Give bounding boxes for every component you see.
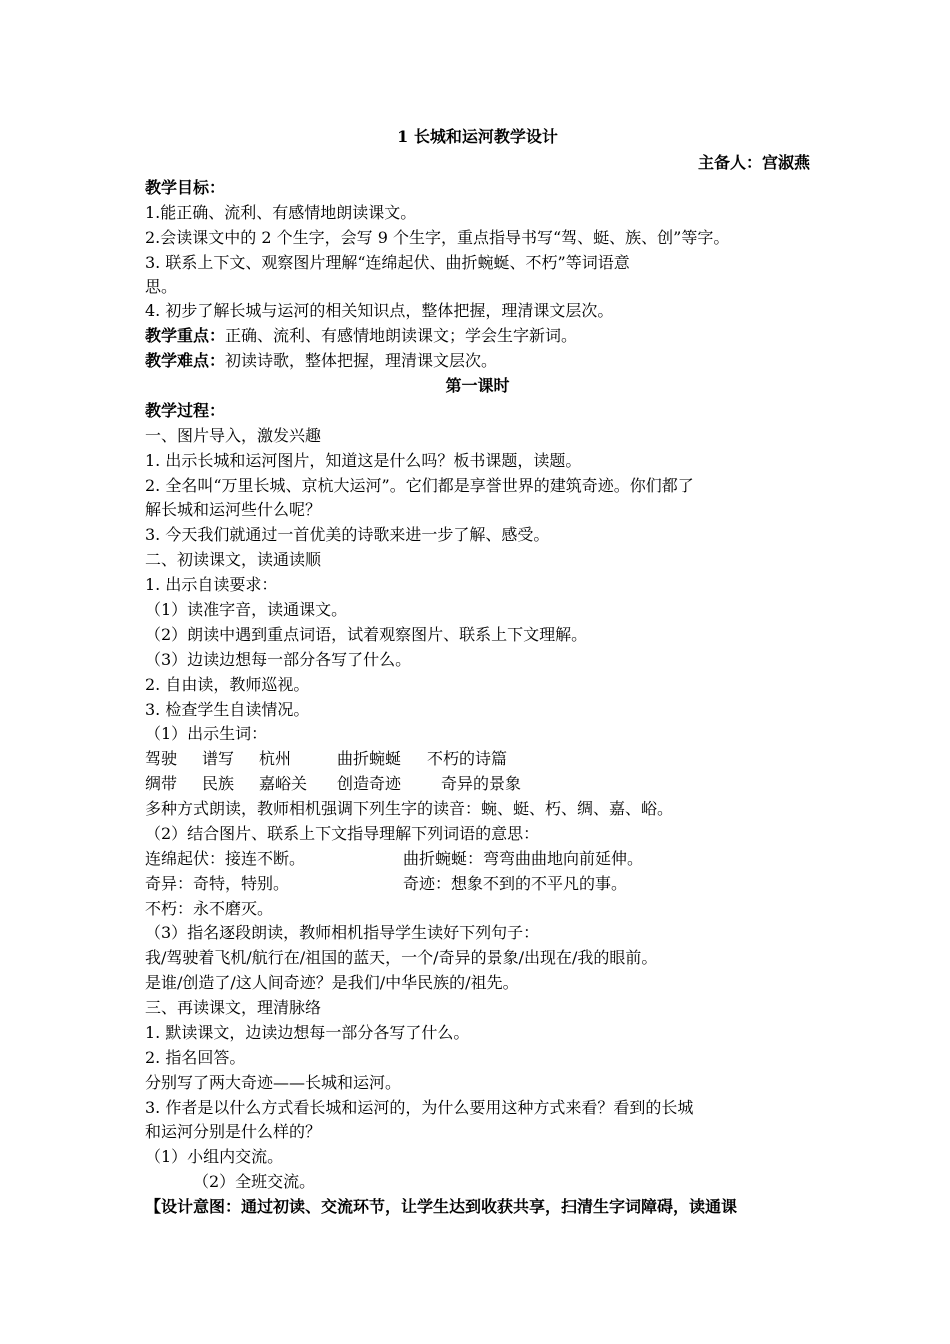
difficulty-line xyxy=(145,350,497,372)
body-line: 2. 自由读，教师巡视。 xyxy=(145,675,310,694)
vocab-word: 驾驶 xyxy=(145,749,178,768)
difficulty-label: 教学难点： xyxy=(145,351,226,370)
body-line: 2. 全名叫“万里长城、京杭大运河”。它们都是享誉世界的建筑奇迹。你们都了 xyxy=(145,476,694,495)
difficulty-text: 初读诗歌，整体把握，理清课文层次。 xyxy=(225,351,498,370)
sentence-line: 是谁/创造了/这人间奇迹？是我们/中华民族的/祖先。 xyxy=(145,973,519,992)
vocab-word: 杭州 xyxy=(259,749,292,768)
body-line: （2）结合图片、联系上下文指导理解下列词语的意思： xyxy=(145,824,540,843)
vocab-word: 创造奇迹 xyxy=(337,774,402,793)
meaning-row xyxy=(145,848,810,870)
section-heading: 二、初读课文，读通读顺 xyxy=(145,550,322,569)
body-line: 3. 作者是以什么方式看长城和运河的，为什么要用这种方式来看？看到的长城 xyxy=(145,1098,694,1117)
goal-item: 1.能正确、流利、有感情地朗读课文。 xyxy=(145,203,417,222)
meaning-right: 曲折蜿蜒：弯弯曲曲地向前延伸。 xyxy=(403,849,644,868)
body-line: 1. 出示自读要求： xyxy=(145,575,278,594)
body-line: （1）小组内交流。 xyxy=(145,1147,284,1166)
vocab-word: 不朽的诗篇 xyxy=(427,749,508,768)
vocab-row xyxy=(145,773,810,795)
key-point-text: 正确、流利、有感情地朗读课文；学会生字新词。 xyxy=(225,326,578,345)
body-line: 3. 今天我们就通过一首优美的诗歌来进一步了解、感受。 xyxy=(145,525,550,544)
section-heading: 三、再读课文，理清脉络 xyxy=(145,998,322,1017)
goals-heading: 教学目标： xyxy=(145,178,226,197)
meaning-row xyxy=(145,898,810,920)
author-line: 主备人：宫淑燕 xyxy=(697,153,810,172)
meaning-row xyxy=(145,873,810,895)
meaning-left: 奇异：奇特，特别。 xyxy=(145,874,290,893)
goal-item: 3. 联系上下文、观察图片理解“连绵起伏、曲折蜿蜒、不朽”等词语意 xyxy=(145,253,630,272)
body-line: （3）指名逐段朗读，教师相机指导学生读好下列句子： xyxy=(145,923,540,942)
section-heading: 一、图片导入，激发兴趣 xyxy=(145,426,322,445)
goal-item: 2.会读课文中的 2 个生字，会写 9 个生字，重点指导书写“驾、蜓、族、创”等字。 xyxy=(145,228,730,247)
document-title: 1 长城和运河教学设计 xyxy=(397,127,558,146)
goal-item: 思。 xyxy=(145,277,178,296)
body-line: （2）朗读中遇到重点词语，试着观察图片、联系上下文理解。 xyxy=(145,625,588,644)
body-line: （2）全班交流。 xyxy=(193,1172,316,1191)
key-point-label: 教学重点： xyxy=(145,326,226,345)
key-point-line xyxy=(145,325,577,347)
body-line: 1. 出示长城和运河图片，知道这是什么吗？板书课题，读题。 xyxy=(145,451,582,470)
meaning-left: 不朽：永不磨灭。 xyxy=(145,899,274,918)
goal-item: 4. 初步了解长城与运河的相关知识点，整体把握，理清课文层次。 xyxy=(145,301,614,320)
meaning-left: 连绵起伏：接连不断。 xyxy=(145,849,306,868)
body-line: （3）边读边想每一部分各写了什么。 xyxy=(145,650,412,669)
lesson-title: 第一课时 xyxy=(445,376,510,395)
body-line: 解长城和运河些什么呢？ xyxy=(145,500,322,519)
vocab-word: 嘉峪关 xyxy=(259,774,308,793)
vocab-word: 绸带 xyxy=(145,774,178,793)
body-line: 3. 检查学生自读情况。 xyxy=(145,700,310,719)
body-line: 1. 默读课文，边读边想每一部分各写了什么。 xyxy=(145,1023,470,1042)
vocab-word: 民族 xyxy=(202,774,235,793)
vocab-word: 谱写 xyxy=(202,749,235,768)
body-line: （1）读准字音，读通课文。 xyxy=(145,600,348,619)
body-line: 和运河分别是什么样的？ xyxy=(145,1122,322,1141)
design-intent: 【设计意图：通过初读、交流环节，让学生达到收获共享，扫清生字词障碍，读通课 xyxy=(145,1197,738,1216)
body-line: （1）出示生词： xyxy=(145,724,268,743)
meaning-right: 奇迹：想象不到的不平凡的事。 xyxy=(403,874,628,893)
body-line: 2. 指名回答。 xyxy=(145,1048,246,1067)
sentence-line: 我/驾驶着飞机/航行在/祖国的蓝天，一个/奇异的景象/出现在/我的眼前。 xyxy=(145,948,658,967)
vocab-word: 曲折蜿蜒 xyxy=(337,749,402,768)
process-heading: 教学过程： xyxy=(145,401,226,420)
body-line: 分别写了两大奇迹——长城和运河。 xyxy=(145,1073,402,1092)
body-line: 多种方式朗读，教师相机强调下列生字的读音：蜿、蜓、朽、绸、嘉、峪。 xyxy=(145,799,674,818)
vocab-word: 奇异的景象 xyxy=(441,774,522,793)
vocab-row xyxy=(145,748,810,770)
